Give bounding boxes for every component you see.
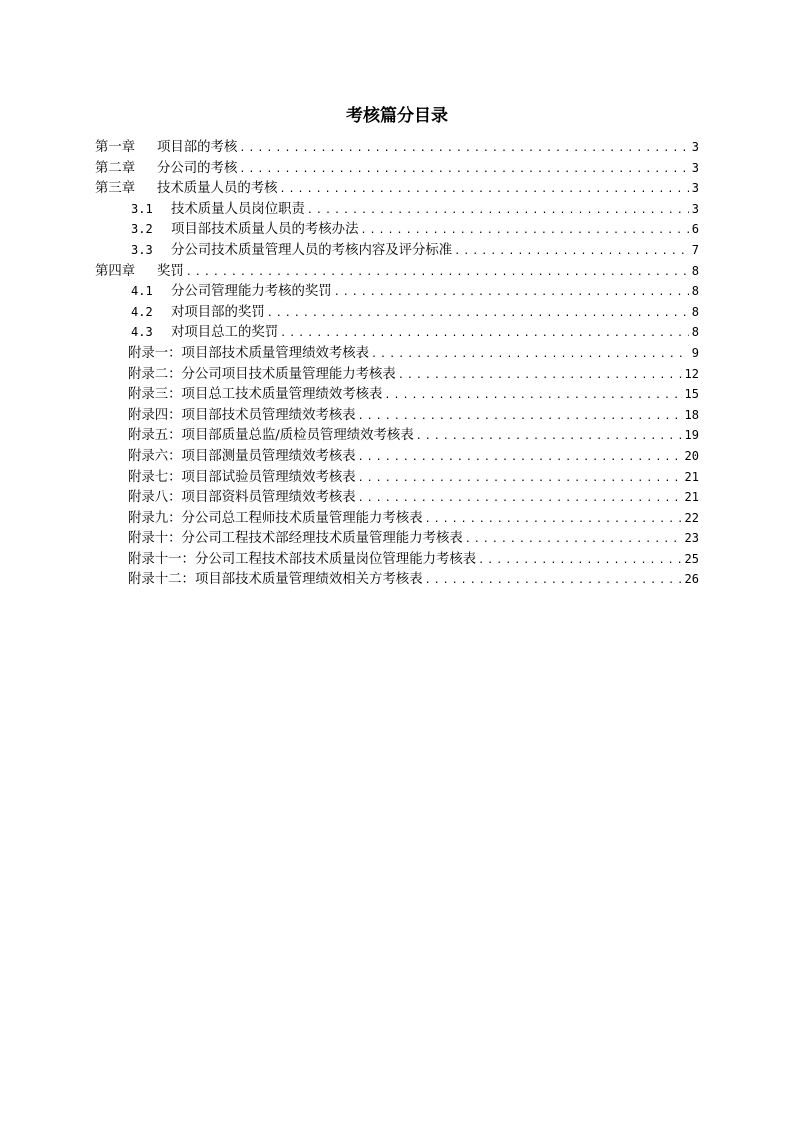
toc-entry-title: 附录十一：分公司工程技术部技术质量岗位管理能力考核表 [128,551,477,567]
toc-page-number: 8 [691,263,699,278]
toc-entry-title: 对项目部的奖罚 [171,304,265,320]
toc-page-number: 12 [684,366,699,381]
toc-page-number: 6 [691,222,699,237]
toc-entry[interactable] [95,405,699,426]
toc-chapter-number: 第三章 [95,181,136,197]
toc-page-number: 21 [684,469,699,484]
toc-entry-title: 附录十二：项目部技术质量管理绩效相关方考核表 [128,572,423,588]
toc-entry-title: 附录六：项目部测量员管理绩效考核表 [128,448,356,464]
toc-page-number: 8 [691,304,699,319]
toc-entry[interactable] [95,364,699,385]
toc-entry[interactable] [95,281,699,302]
toc-entry-title: 附录五：项目部质量总监/质检员管理绩效考核表 [128,428,414,444]
toc-entry[interactable] [95,261,699,282]
toc-page-number: 8 [691,284,699,299]
toc-page-number: 22 [684,510,699,525]
toc-dot-leader [186,263,689,284]
toc-dot-leader [307,201,689,222]
toc-entry-title: 项目部的考核 [157,140,238,155]
toc-dot-leader [358,407,683,428]
toc-dot-leader [358,489,683,510]
toc-page-number: 8 [691,325,699,340]
toc-entry[interactable] [95,322,699,343]
toc-entry-title: 分公司的考核 [157,160,238,176]
toc-page-number: 18 [684,407,699,422]
toc-section-number: 3.1 [131,201,153,216]
toc-section-number: 4.1 [131,284,153,299]
toc-entry[interactable] [95,528,699,549]
toc-section-number: 4.2 [131,304,153,319]
toc-page-number: 9 [691,345,699,360]
toc-entry-title: 对项目总工的奖罚 [171,325,279,341]
toc-entry-title: 附录九：分公司总工程师技术质量管理能力考核表 [128,510,423,526]
toc-entry-title: 附录八：项目部资料员管理绩效考核表 [128,490,356,506]
toc-dot-leader [454,242,689,263]
toc-entry[interactable] [95,549,699,570]
toc-dot-leader [465,530,683,551]
toc-entry[interactable] [95,240,699,261]
toc-entry[interactable] [95,302,699,323]
toc-entry[interactable] [95,569,699,590]
toc-page-number: 3 [691,160,699,175]
toc-entry-title: 分公司管理能力考核的奖罚 [171,284,332,300]
toc-page-number: 15 [684,387,699,402]
toc-page-number: 23 [684,531,699,546]
toc-dot-leader [358,469,683,490]
toc-entry[interactable] [95,178,699,199]
toc-entry[interactable] [95,158,699,179]
toc-dot-leader [267,304,689,325]
toc-page-number: 7 [691,242,699,257]
toc-page-number: 3 [691,201,699,216]
toc-dot-leader [239,160,689,181]
toc-entry-title: 附录七：项目部试验员管理绩效考核表 [128,469,356,485]
toc-entry[interactable] [95,508,699,529]
toc-section-number: 3.3 [131,242,153,257]
toc-entry-title: 附录二：分公司项目技术质量管理能力考核表 [128,366,396,382]
toc-section-number: 4.3 [131,325,153,340]
page-title: 考核篇分目录 [346,106,448,126]
toc-section-number: 3.2 [131,222,153,237]
table-of-contents [95,137,699,590]
toc-dot-leader [280,324,689,345]
toc-entry-title: 分公司技术质量管理人员的考核内容及评分标准 [171,242,453,258]
toc-dot-leader [358,448,683,469]
toc-entry[interactable] [95,137,699,158]
toc-dot-leader [384,386,682,407]
toc-page-number: 3 [691,140,699,154]
toc-entry-title: 奖罚 [157,263,184,279]
toc-dot-leader [398,366,683,387]
toc-entry[interactable] [95,467,699,488]
toc-entry-title: 技术质量人员的考核 [157,181,278,197]
toc-page-number: 19 [684,428,699,443]
toc-page-number: 25 [684,551,699,566]
toc-dot-leader [334,283,689,304]
toc-entry-title: 附录十：分公司工程技术部经理技术质量管理能力考核表 [128,531,463,547]
toc-dot-leader [425,571,683,592]
toc-dot-leader [425,510,683,531]
toc-entry[interactable] [95,343,699,364]
toc-dot-leader [280,180,689,201]
toc-dot-leader [360,221,689,242]
toc-entry-title: 附录三：项目总工技术质量管理绩效考核表 [128,387,383,403]
toc-entry[interactable] [95,219,699,240]
toc-page-number: 3 [691,181,699,196]
toc-entry-title: 附录四：项目部技术员管理绩效考核表 [128,407,356,423]
toc-entry-title: 技术质量人员岗位职责 [171,201,305,217]
toc-page-number: 20 [684,448,699,463]
toc-chapter-number: 第一章 [95,140,136,155]
toc-page-number: 26 [684,572,699,587]
toc-entry-title: 项目部技术质量人员的考核办法 [171,222,359,238]
toc-chapter-number: 第四章 [95,263,136,279]
toc-page-number: 21 [684,490,699,505]
toc-entry[interactable] [95,425,699,446]
toc-entry[interactable] [95,446,699,467]
toc-chapter-number: 第二章 [95,160,136,176]
toc-entry-title: 附录一：项目部技术质量管理绩效考核表 [128,345,370,361]
toc-entry[interactable] [95,384,699,405]
toc-dot-leader [478,551,682,572]
toc-dot-leader [371,345,689,366]
toc-entry[interactable] [95,487,699,508]
toc-dot-leader [239,139,689,160]
toc-dot-leader [416,427,683,448]
toc-entry[interactable] [95,199,699,220]
